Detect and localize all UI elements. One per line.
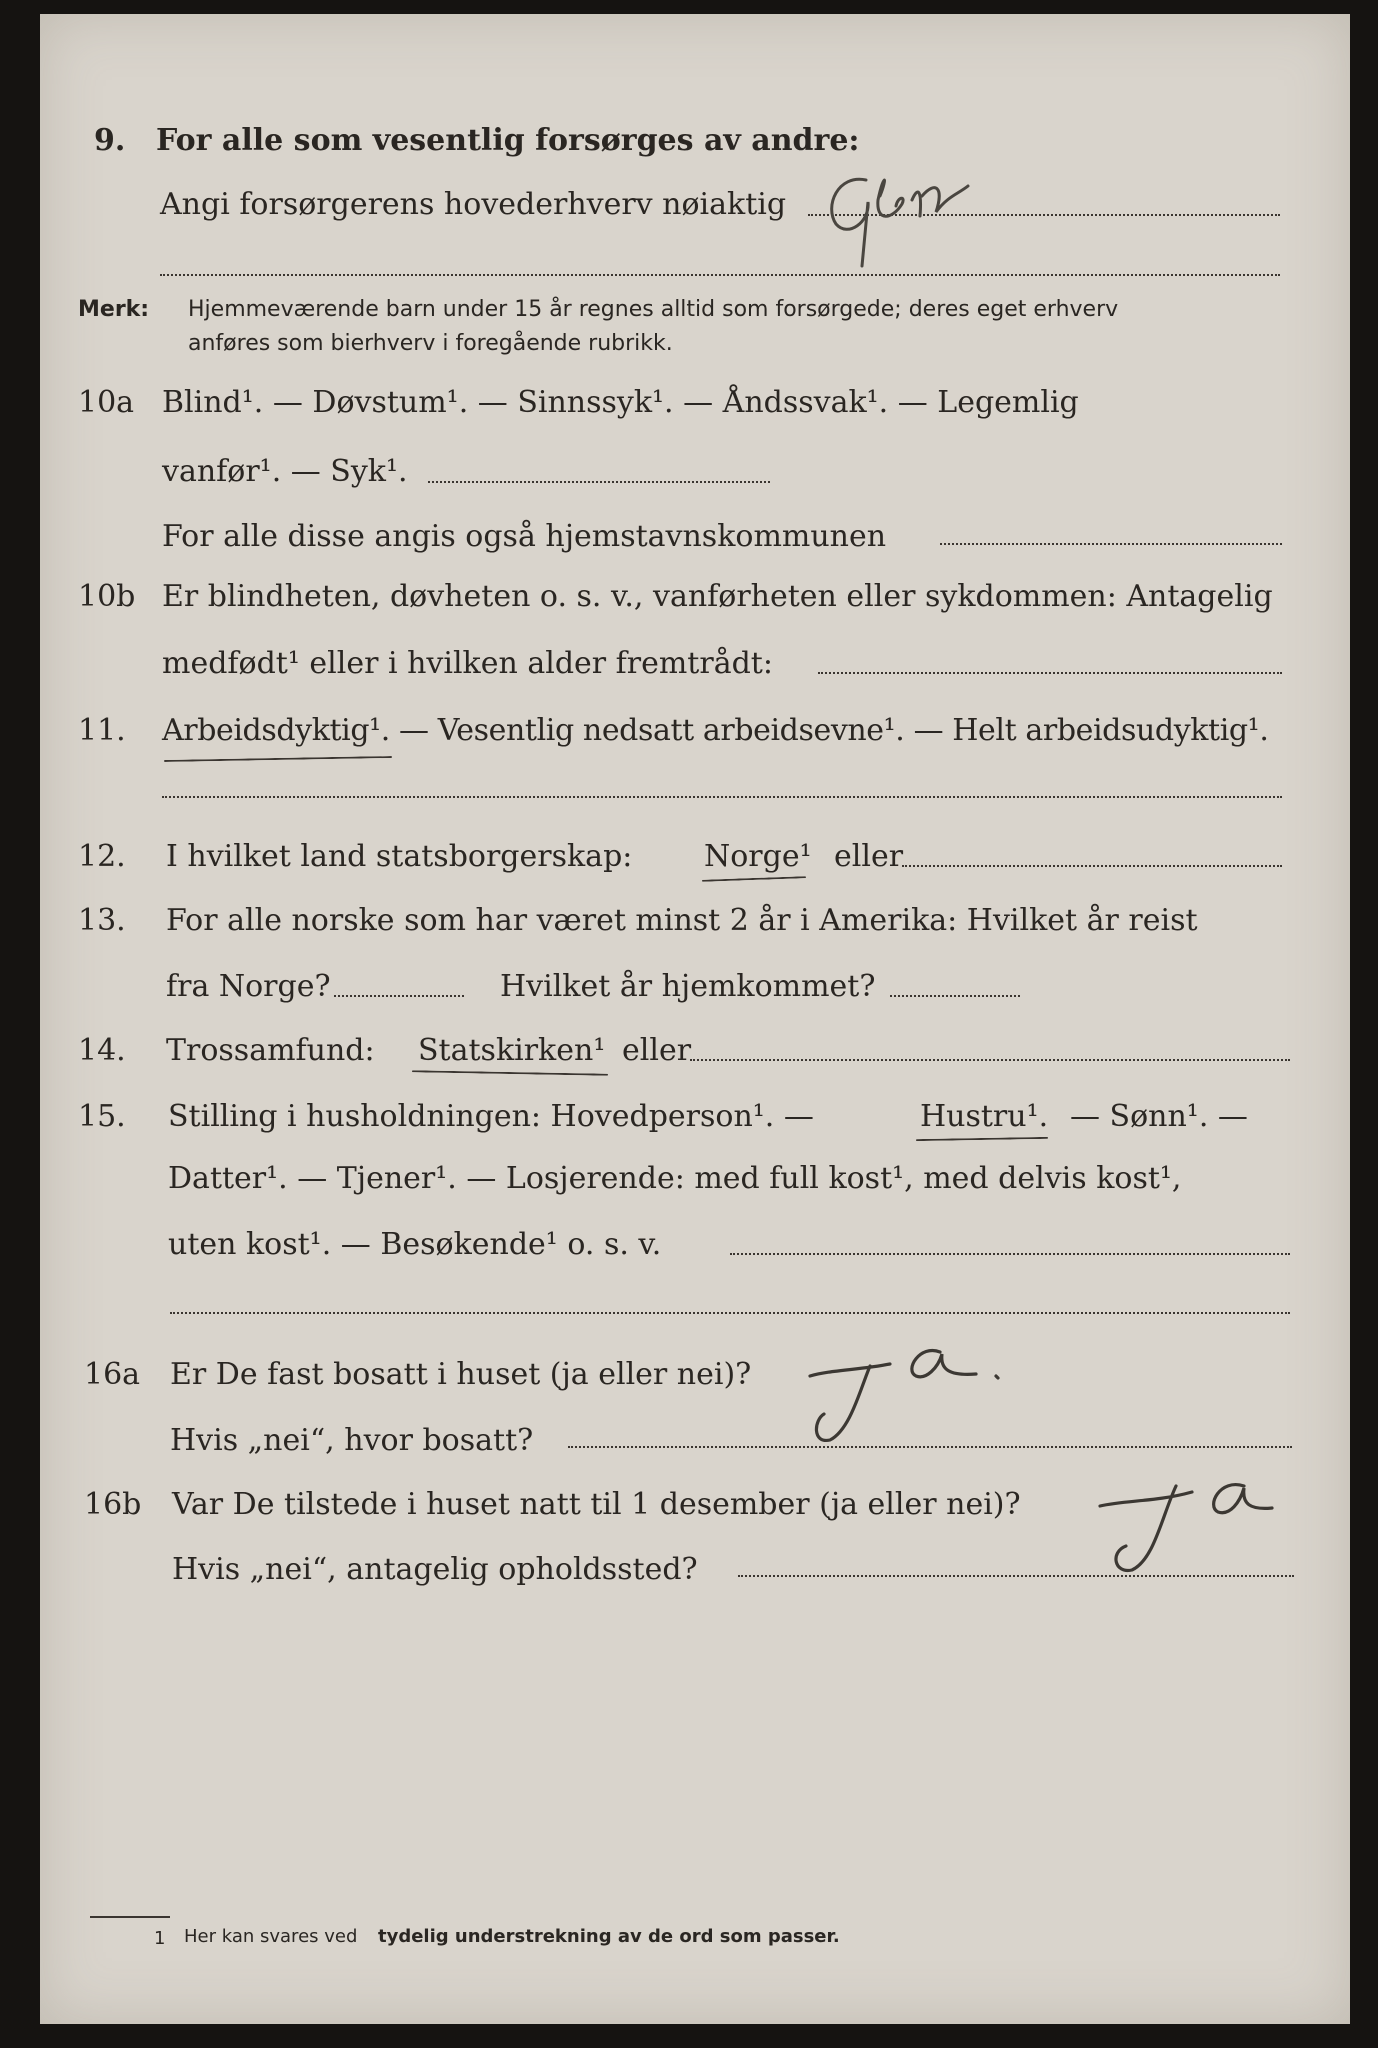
q13-number: 13.	[78, 903, 126, 938]
q10b-line2: medfødt¹ eller i hvilken alder fremtrådt:	[162, 646, 773, 681]
q16a-handwritten-answer	[800, 1330, 1000, 1454]
footnote-text-a: Her kan svares ved	[184, 1926, 358, 1947]
q15-answer-line-2	[170, 1312, 1290, 1314]
q13-line1: For alle norske som har været minst 2 år i Amerika: Hvilket år reist	[166, 903, 1198, 938]
q10b-line1: Er blindheten, døvheten o. s. v., vanførheten eller sykdommen: Antagelig	[162, 579, 1273, 614]
q16a-line1: Er De fast bosatt i huset (ja eller nei)?	[170, 1357, 752, 1392]
q12-prefix: I hvilket land statsborgerskap:	[166, 839, 633, 874]
q11-line1: Arbeidsdyktig¹. — Vesentlig nedsatt arbeidsevne¹. — Helt arbeidsudyktig¹.	[162, 713, 1269, 748]
merk-text-line2: anføres som bierhverv i foregående rubrikk.	[188, 331, 673, 356]
q15-answer-line	[730, 1253, 1290, 1255]
q14-suffix: eller	[622, 1033, 692, 1068]
footnote-rule	[90, 1916, 170, 1918]
q13-reist-line	[334, 995, 464, 997]
q16b-line1: Var De tilstede i huset natt til 1 desember (ja eller nei)?	[172, 1487, 1021, 1522]
q9-heading: For alle som vesentlig forsørges av andre:	[156, 123, 860, 158]
q10a-line2: vanfør¹. — Syk¹.	[162, 454, 408, 489]
q10a-number: 10a	[78, 385, 135, 420]
q13-line2b: Hvilket år hjemkommet?	[500, 969, 876, 1004]
q15-option-hustru: Hustru¹.	[920, 1099, 1049, 1134]
q10a-hjemstavn-line	[940, 543, 1282, 545]
q12-number: 12.	[78, 839, 126, 874]
q10a-line1: Blind¹. — Døvstum¹. — Sinnssyk¹. — Åndssvak¹. — Legemlig	[162, 385, 1079, 420]
q11-answer-line	[162, 796, 1282, 798]
q13-hjemkommet-line	[890, 995, 1020, 997]
q15-line3: uten kost¹. — Besøkende¹ o. s. v.	[168, 1227, 662, 1262]
q15-line1c: — Sønn¹. —	[1070, 1099, 1248, 1134]
q10b-answer-line	[818, 672, 1282, 674]
q14-answer-line	[690, 1059, 1290, 1061]
q14-prefix: Trossamfund:	[166, 1033, 375, 1068]
q16a-number: 16a	[84, 1357, 141, 1392]
q12-option-norge: Norge¹	[704, 839, 812, 874]
merk-label: Merk:	[78, 297, 150, 322]
q11-number: 11.	[78, 713, 126, 748]
q16b-number: 16b	[84, 1487, 142, 1522]
merk-text-line1: Hjemmeværende barn under 15 år regnes alltid som forsørgede; deres eget erhverv	[188, 297, 1119, 322]
q9-answer-line-2	[160, 274, 1280, 276]
q9-number: 9.	[94, 123, 126, 158]
footnote-mark: 1	[154, 1928, 166, 1949]
q15-line1a: Stilling i husholdningen: Hovedperson¹. —	[168, 1099, 814, 1134]
q15-line2: Datter¹. — Tjener¹. — Losjerende: med full kost¹, med delvis kost¹,	[168, 1161, 1182, 1196]
q10a-answer-line	[428, 481, 770, 483]
q9-prompt: Angi forsørgerens hovederhverv nøiaktig	[160, 187, 787, 222]
q14-option-statskirken: Statskirken¹	[418, 1033, 606, 1068]
q16b-handwritten-answer	[1096, 1466, 1296, 1590]
q16b-line2: Hvis „nei“, antagelig opholdssted?	[172, 1552, 698, 1587]
q13-line2a: fra Norge?	[166, 969, 331, 1004]
q16a-line2: Hvis „nei“, hvor bosatt?	[170, 1423, 534, 1458]
q14-number: 14.	[78, 1033, 126, 1068]
q12-answer-line	[902, 865, 1282, 867]
q15-number: 15.	[78, 1099, 126, 1134]
footnote-text-b: tydelig understrekning av de ord som passer.	[378, 1926, 840, 1947]
q10b-number: 10b	[78, 579, 136, 614]
q10a-line3: For alle disse angis også hjemstavnskommunen	[162, 519, 887, 554]
q9-handwritten-answer	[818, 166, 1008, 280]
q12-suffix: eller	[834, 839, 904, 874]
